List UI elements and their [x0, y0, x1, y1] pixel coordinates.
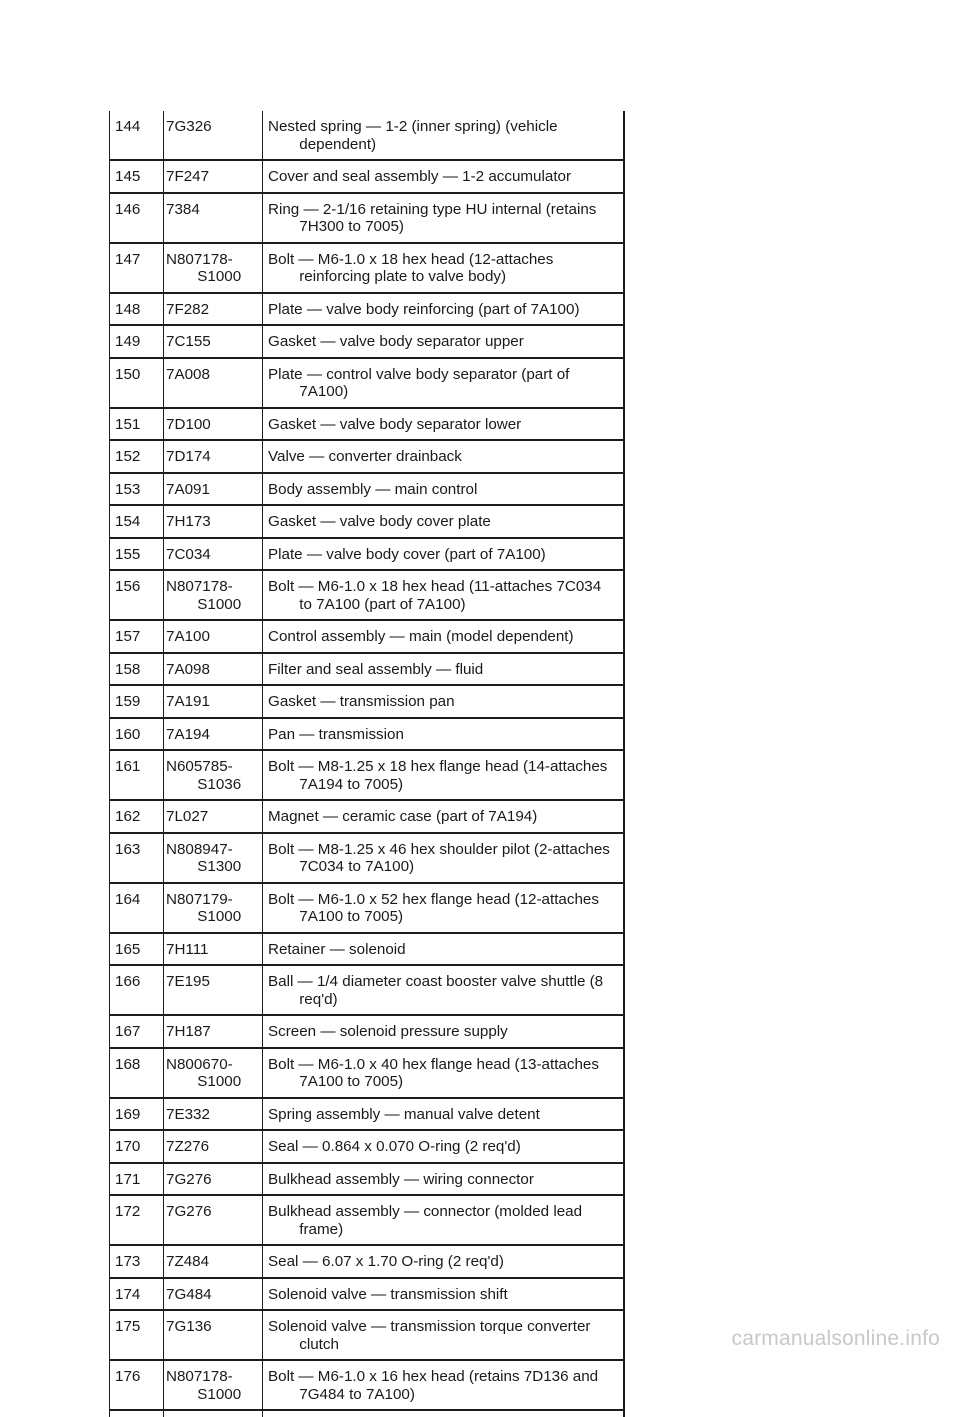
description: Gasket — valve body separator lower: [268, 415, 522, 433]
table-row: [110, 1130, 625, 1163]
part-number: 7L027: [166, 808, 209, 825]
ref-number-cell: 161: [110, 750, 164, 800]
part-number: 7384: [166, 200, 200, 218]
table-row: [110, 833, 625, 883]
part-number: 7G276: [166, 1203, 212, 1220]
ref-number-cell: 148: [110, 293, 164, 326]
ref-number-cell: 158: [110, 653, 164, 686]
part-number: 7A008: [166, 365, 210, 383]
parts-table: [109, 111, 625, 1417]
table-row: [110, 965, 625, 1015]
description: Valve — converter drainback: [268, 448, 462, 465]
part-number-cell: [164, 1360, 263, 1410]
part-number: 7E195: [166, 973, 210, 990]
description: Retainer — solenoid: [268, 940, 406, 958]
part-number-cell: [164, 505, 263, 538]
table-row: [110, 1098, 625, 1131]
table-row: [110, 440, 625, 473]
description-cell: [263, 1360, 625, 1410]
part-number: 7H187: [166, 1023, 211, 1040]
table-row: [110, 1195, 625, 1245]
part-number-cell: [164, 193, 263, 243]
table-row: [110, 1163, 625, 1196]
part-number: 7A098: [166, 660, 210, 678]
description-cell: [263, 800, 625, 833]
part-number-cell: [164, 933, 263, 966]
ref-number-cell: 145: [110, 160, 164, 193]
table-row: [110, 325, 625, 358]
part-number-cell: [164, 883, 263, 933]
description: Ring — 2-1/16 retaining type HU internal (retains 7H300 to 7005): [268, 200, 597, 235]
part-number: N807178-S1000: [166, 250, 242, 285]
part-number: 7Z276: [166, 1138, 210, 1155]
part-number: 7E332: [166, 1105, 210, 1123]
description-cell: [263, 1245, 625, 1278]
ref-number-cell: 151: [110, 408, 164, 441]
description-cell: [263, 1015, 625, 1048]
part-number-cell: [164, 1310, 263, 1360]
ref-number-cell: 156: [110, 570, 164, 620]
description-cell: [263, 358, 625, 408]
part-number: 7G326: [166, 118, 212, 135]
part-number: 7A091: [166, 480, 210, 498]
ref-number-cell: 157: [110, 620, 164, 653]
part-number-cell: [164, 570, 263, 620]
description-cell: [263, 685, 625, 718]
part-number: 7A194: [166, 725, 210, 743]
part-number: 7C034: [166, 545, 211, 563]
parts-table-body: [110, 111, 625, 1417]
description: Plate — valve body cover (part of 7A100): [268, 545, 546, 563]
description-cell: [263, 750, 625, 800]
part-number: 7F282: [166, 300, 210, 318]
part-number-cell: [164, 800, 263, 833]
part-number: 7A191: [166, 693, 210, 710]
description: Bolt — M6-1.0 x 40 hex flange head (13-attaches 7A100 to 7005): [268, 1055, 599, 1090]
table-row: [110, 750, 625, 800]
part-number: 7H111: [166, 940, 209, 958]
table-row: [110, 1310, 625, 1360]
ref-number-cell: 173: [110, 1245, 164, 1278]
part-number: 7C155: [166, 333, 211, 350]
description-cell: [263, 325, 625, 358]
description-cell: [263, 883, 625, 933]
empty-cell: [164, 1410, 263, 1417]
part-number-cell: [164, 440, 263, 473]
description: Cover and seal assembly — 1-2 accumulator: [268, 168, 572, 185]
description-cell: [263, 718, 625, 751]
empty-cell: [263, 1410, 625, 1417]
ref-number-cell: 168: [110, 1048, 164, 1098]
description-cell: [263, 1130, 625, 1163]
part-number: 7H173: [166, 513, 211, 530]
description: Bolt — M6-1.0 x 18 hex head (11-attaches 7C034 to 7A100 (part of 7A100): [268, 578, 602, 613]
description-cell: [263, 1195, 625, 1245]
table-row: [110, 620, 625, 653]
ref-number-cell: 149: [110, 325, 164, 358]
description-cell: [263, 538, 625, 571]
ref-number-cell: 169: [110, 1098, 164, 1131]
part-number-cell: [164, 718, 263, 751]
ref-number-cell: 144: [110, 111, 164, 160]
table-row: [110, 800, 625, 833]
part-number-cell: [164, 833, 263, 883]
part-number-cell: [164, 1098, 263, 1131]
part-number: N807178-S1000: [166, 578, 242, 613]
part-number-cell: [164, 325, 263, 358]
table-row: [110, 160, 625, 193]
description: Magnet — ceramic case (part of 7A194): [268, 808, 538, 825]
table-row: [110, 193, 625, 243]
part-number-cell: [164, 538, 263, 571]
table-row: [110, 408, 625, 441]
ref-number-cell: 172: [110, 1195, 164, 1245]
description: Plate — control valve body separator (part of 7A100): [268, 365, 570, 400]
description-cell: [263, 193, 625, 243]
ref-number-cell: 150: [110, 358, 164, 408]
description: Bolt — M8-1.25 x 46 hex shoulder pilot (2-attaches 7C034 to 7A100): [268, 840, 610, 875]
part-number-cell: [164, 1015, 263, 1048]
ref-number-cell: 174: [110, 1278, 164, 1311]
part-number: N800670-S1000: [166, 1055, 242, 1090]
description: Filter and seal assembly — fluid: [268, 660, 484, 678]
table-row: [110, 653, 625, 686]
part-number-cell: [164, 111, 263, 160]
empty-cell: [110, 1410, 164, 1417]
ref-number-cell: 167: [110, 1015, 164, 1048]
description-cell: [263, 933, 625, 966]
ref-number-cell: 175: [110, 1310, 164, 1360]
description-cell: [263, 505, 625, 538]
table-row: [110, 358, 625, 408]
part-number-cell: [164, 685, 263, 718]
part-number-cell: [164, 473, 263, 506]
part-number: N808947-S1300: [166, 840, 242, 875]
table-row: [110, 570, 625, 620]
description-cell: [263, 653, 625, 686]
part-number-cell: [164, 653, 263, 686]
description: Plate — valve body reinforcing (part of 7A100): [268, 300, 580, 318]
ref-number-cell: 176: [110, 1360, 164, 1410]
ref-number-cell: 147: [110, 243, 164, 293]
description: Control assembly — main (model dependent): [268, 628, 574, 645]
description-cell: [263, 1048, 625, 1098]
part-number-cell: [164, 965, 263, 1015]
ref-number-cell: 171: [110, 1163, 164, 1196]
part-number-cell: [164, 160, 263, 193]
description-cell: [263, 1310, 625, 1360]
part-number-cell: [164, 1130, 263, 1163]
table-row: [110, 883, 625, 933]
ref-number-cell: 159: [110, 685, 164, 718]
table-row: [110, 1360, 625, 1410]
ref-number-cell: 153: [110, 473, 164, 506]
watermark: carmanualsonline.info: [731, 1327, 940, 1350]
description: Solenoid valve — transmission shift: [268, 1285, 508, 1303]
table-row: [110, 1015, 625, 1048]
description: Bulkhead assembly — connector (molded lead frame): [268, 1203, 583, 1238]
description: Gasket — valve body separator upper: [268, 333, 524, 350]
part-number: 7G136: [166, 1318, 212, 1335]
ref-number-cell: 146: [110, 193, 164, 243]
description: Bolt — M6-1.0 x 16 hex head (retains 7D136 and 7G484 to 7A100): [268, 1368, 599, 1403]
ref-number-cell: 155: [110, 538, 164, 571]
table-row: [110, 718, 625, 751]
table-row: [110, 111, 625, 160]
part-number: N807178-S1000: [166, 1368, 242, 1403]
description-cell: [263, 111, 625, 160]
description-cell: [263, 570, 625, 620]
description: Bolt — M6-1.0 x 52 hex flange head (12-attaches 7A100 to 7005): [268, 890, 599, 925]
table-row: [110, 293, 625, 326]
description: Body assembly — main control: [268, 480, 478, 498]
ref-number-cell: 164: [110, 883, 164, 933]
part-number-cell: [164, 358, 263, 408]
description: Nested spring — 1-2 (inner spring) (vehicle dependent): [268, 118, 558, 153]
table-row: [110, 1278, 625, 1311]
table-row: [110, 685, 625, 718]
ref-number-cell: 163: [110, 833, 164, 883]
description: Seal — 6.07 x 1.70 O-ring (2 req'd): [268, 1253, 504, 1270]
table-row: [110, 505, 625, 538]
description: Pan — transmission: [268, 725, 404, 743]
part-number-cell: [164, 408, 263, 441]
part-number: 7D100: [166, 415, 211, 433]
table-row-continuation: [110, 1410, 625, 1417]
part-number: 7Z484: [166, 1253, 210, 1270]
table-row: [110, 473, 625, 506]
description: Solenoid valve — transmission torque converter clutch: [268, 1318, 591, 1353]
description-cell: [263, 160, 625, 193]
description: Bulkhead assembly — wiring connector: [268, 1170, 534, 1188]
ref-number-cell: 165: [110, 933, 164, 966]
table-row: [110, 1048, 625, 1098]
part-number-cell: [164, 1048, 263, 1098]
part-number-cell: [164, 1163, 263, 1196]
part-number-cell: [164, 1195, 263, 1245]
description-cell: [263, 1278, 625, 1311]
part-number-cell: [164, 750, 263, 800]
table-row: [110, 243, 625, 293]
description-cell: [263, 293, 625, 326]
part-number: 7F247: [166, 168, 210, 185]
part-number-cell: [164, 243, 263, 293]
part-number-cell: [164, 620, 263, 653]
part-number-cell: [164, 1245, 263, 1278]
description-cell: [263, 440, 625, 473]
ref-number-cell: 152: [110, 440, 164, 473]
part-number: N605785-S1036: [166, 758, 242, 793]
ref-number-cell: 170: [110, 1130, 164, 1163]
part-number: 7G484: [166, 1285, 212, 1303]
description: Bolt — M8-1.25 x 18 hex flange head (14-attaches 7A194 to 7005): [268, 758, 608, 793]
ref-number-cell: 162: [110, 800, 164, 833]
part-number: N807179-S1000: [166, 890, 242, 925]
part-number-cell: [164, 293, 263, 326]
description: Bolt — M6-1.0 x 18 hex head (12-attaches reinforcing plate to valve body): [268, 250, 554, 285]
ref-number-cell: 154: [110, 505, 164, 538]
part-number: 7G276: [166, 1170, 212, 1188]
description: Gasket — transmission pan: [268, 693, 455, 710]
description-cell: [263, 473, 625, 506]
description: Screen — solenoid pressure supply: [268, 1023, 508, 1040]
part-number: 7D174: [166, 448, 211, 465]
description-cell: [263, 408, 625, 441]
description: Ball — 1/4 diameter coast booster valve shuttle (8 req'd): [268, 973, 604, 1008]
description-cell: [263, 965, 625, 1015]
ref-number-cell: 160: [110, 718, 164, 751]
description-cell: [263, 243, 625, 293]
table-row: [110, 1245, 625, 1278]
description-cell: [263, 1163, 625, 1196]
description-cell: [263, 833, 625, 883]
part-number-cell: [164, 1278, 263, 1311]
part-number: 7A100: [166, 628, 210, 645]
description-cell: [263, 1098, 625, 1131]
table-row: [110, 933, 625, 966]
description-cell: [263, 620, 625, 653]
ref-number-cell: 166: [110, 965, 164, 1015]
description: Gasket — valve body cover plate: [268, 513, 491, 530]
description: Seal — 0.864 x 0.070 O-ring (2 req'd): [268, 1138, 521, 1155]
table-row: [110, 538, 625, 571]
description: Spring assembly — manual valve detent: [268, 1105, 540, 1123]
